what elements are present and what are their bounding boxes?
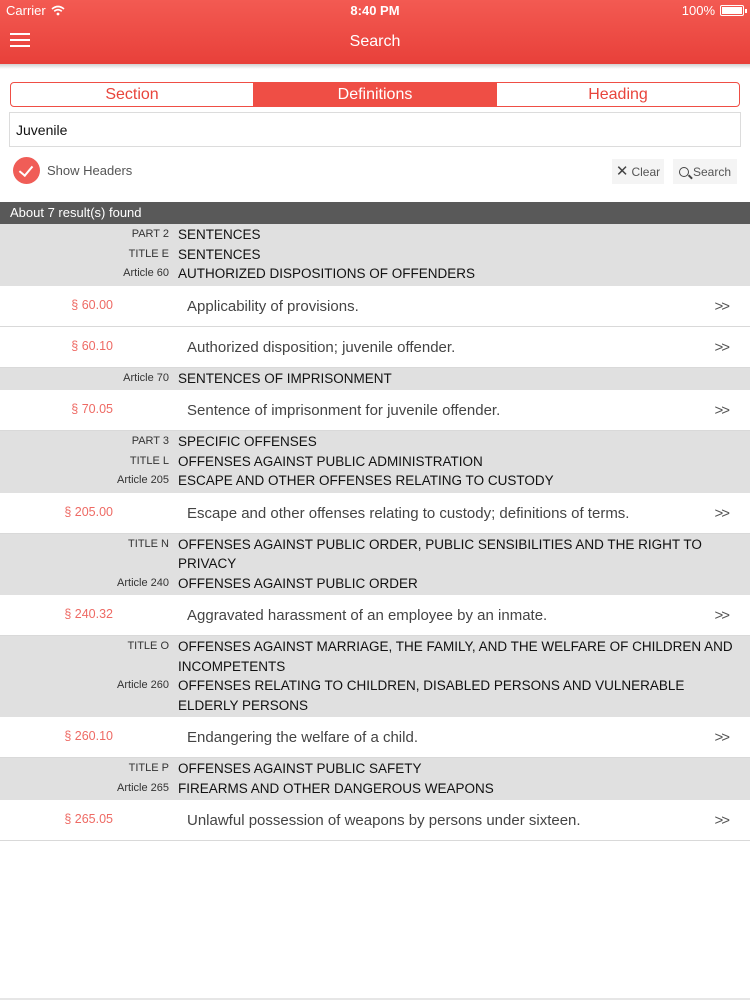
header-text: FIREARMS AND OTHER DANGEROUS WEAPONS <box>178 780 494 796</box>
header-row <box>0 574 750 594</box>
header-label: Article 240 <box>117 576 169 589</box>
header-text: SENTENCES <box>178 246 261 262</box>
header-label: TITLE N <box>128 537 169 550</box>
header-group <box>0 636 750 717</box>
section-number: § 205.00 <box>64 504 113 519</box>
header-label: Article 205 <box>117 474 169 486</box>
header-group <box>0 758 750 800</box>
header-group <box>0 368 750 391</box>
show-headers-label: Show Headers <box>47 163 133 178</box>
header-label: Article 260 <box>117 679 169 691</box>
header-text: AUTHORIZED DISPOSITIONS OF OFFENDERS <box>178 266 476 281</box>
nav-shadow <box>0 64 750 69</box>
section-result-row[interactable] <box>0 390 750 431</box>
x-icon: ✕ <box>615 163 629 180</box>
header-row <box>0 759 750 779</box>
results-summary: About 7 result(s) found <box>0 202 750 224</box>
section-number: § 265.05 <box>64 812 113 826</box>
search-label: Search <box>692 164 732 179</box>
search-mode-segmented-control <box>10 82 740 107</box>
header-row <box>0 369 750 389</box>
header-text: SENTENCES <box>178 227 261 242</box>
header-label: TITLE P <box>128 762 169 774</box>
double-chevron-right-icon[interactable]: >> <box>714 812 728 829</box>
header-label: TITLE L <box>129 454 169 467</box>
header-text: OFFENSES AGAINST PUBLIC SAFETY <box>178 761 422 776</box>
section-result-row[interactable] <box>0 800 750 841</box>
results-list <box>0 224 750 841</box>
section-number: § 70.05 <box>71 402 113 416</box>
header-text: OFFENSES AGAINST PUBLIC ORDER, PUBLIC SENSIBILITIES AND THE RIGHT TO PRIVACY <box>178 536 702 571</box>
header-text: SENTENCES OF IMPRISONMENT <box>178 370 392 386</box>
page-title: Search <box>349 33 401 50</box>
header-row <box>0 676 750 715</box>
status-time: 8:40 PM <box>350 3 400 18</box>
section-title: Escape and other offenses relating to custody; definitions of terms. <box>187 504 630 522</box>
battery-icon <box>720 5 744 16</box>
double-chevron-right-icon[interactable]: >> <box>714 607 728 624</box>
header-label: TITLE E <box>128 247 169 260</box>
header-label: PART 3 <box>131 435 169 447</box>
header-text: SPECIFIC OFFENSES <box>178 434 317 449</box>
header-row <box>0 637 750 676</box>
section-title: Aggravated harassment of an employee by an inmate. <box>187 607 548 624</box>
search-input[interactable] <box>9 112 741 147</box>
magnifier-icon <box>679 167 689 177</box>
header-group <box>0 224 750 286</box>
header-label: TITLE O <box>127 640 169 652</box>
double-chevron-right-icon[interactable]: >> <box>714 297 728 315</box>
header-row <box>0 225 750 245</box>
header-text: OFFENSES AGAINST PUBLIC ORDER <box>178 575 418 591</box>
section-result-row[interactable] <box>0 493 750 534</box>
section-result-row[interactable] <box>0 717 750 758</box>
header-row <box>0 779 750 799</box>
section-result-row[interactable] <box>0 286 750 327</box>
section-title: Sentence of imprisonment for juvenile offender. <box>187 402 501 419</box>
header-text: OFFENSES AGAINST PUBLIC ADMINISTRATION <box>178 453 483 469</box>
section-title: Endangering the welfare of a child. <box>187 729 418 746</box>
status-bar <box>0 0 750 20</box>
status-right <box>682 3 744 18</box>
header-label: Article 70 <box>123 371 169 384</box>
header-group <box>0 431 750 493</box>
header-text: OFFENSES RELATING TO CHILDREN, DISABLED PERSONS AND VULNERABLE ELDERLY PERSONS <box>178 678 685 713</box>
double-chevron-right-icon[interactable]: >> <box>714 729 728 746</box>
header-row <box>0 264 750 284</box>
header-label: PART 2 <box>131 228 169 240</box>
segment-definitions[interactable]: Definitions <box>253 83 496 106</box>
battery-fill <box>722 7 742 14</box>
section-number: § 260.10 <box>64 729 113 743</box>
double-chevron-right-icon[interactable]: >> <box>714 504 728 522</box>
section-number: § 60.10 <box>71 338 113 353</box>
segment-heading[interactable]: Heading <box>496 83 739 106</box>
section-title: Applicability of provisions. <box>187 297 359 315</box>
header-text: OFFENSES AGAINST MARRIAGE, THE FAMILY, AND THE WELFARE OF CHILDREN AND INCOMPETENTS <box>178 639 733 674</box>
header-row <box>0 245 750 265</box>
battery-percent: 100% <box>681 3 715 18</box>
section-result-row[interactable] <box>0 595 750 636</box>
double-chevron-right-icon[interactable]: >> <box>714 402 728 419</box>
header-label: Article 265 <box>117 781 169 794</box>
header-row <box>0 471 750 491</box>
segment-section[interactable]: Section <box>105 86 159 103</box>
show-headers-toggle[interactable] <box>13 157 132 184</box>
header-label: Article 60 <box>123 267 169 279</box>
clear-button[interactable] <box>612 159 664 184</box>
header-row <box>0 535 750 574</box>
header-row <box>0 452 750 472</box>
section-number: § 60.00 <box>71 297 113 312</box>
section-title: Authorized disposition; juvenile offender. <box>187 338 456 356</box>
clear-label: Clear <box>631 164 661 179</box>
header-group <box>0 534 750 596</box>
navigation-bar <box>0 0 750 64</box>
search-button[interactable] <box>673 159 737 184</box>
header-row <box>0 432 750 452</box>
checkmark-icon[interactable] <box>13 157 40 184</box>
section-result-row[interactable] <box>0 327 750 368</box>
section-title: Unlawful possession of weapons by persons under sixteen. <box>187 812 581 829</box>
section-number: § 240.32 <box>64 607 113 621</box>
carrier-label: Carrier <box>6 3 46 18</box>
double-chevron-right-icon[interactable]: >> <box>714 338 728 356</box>
header-text: ESCAPE AND OTHER OFFENSES RELATING TO CUSTODY <box>178 473 554 488</box>
